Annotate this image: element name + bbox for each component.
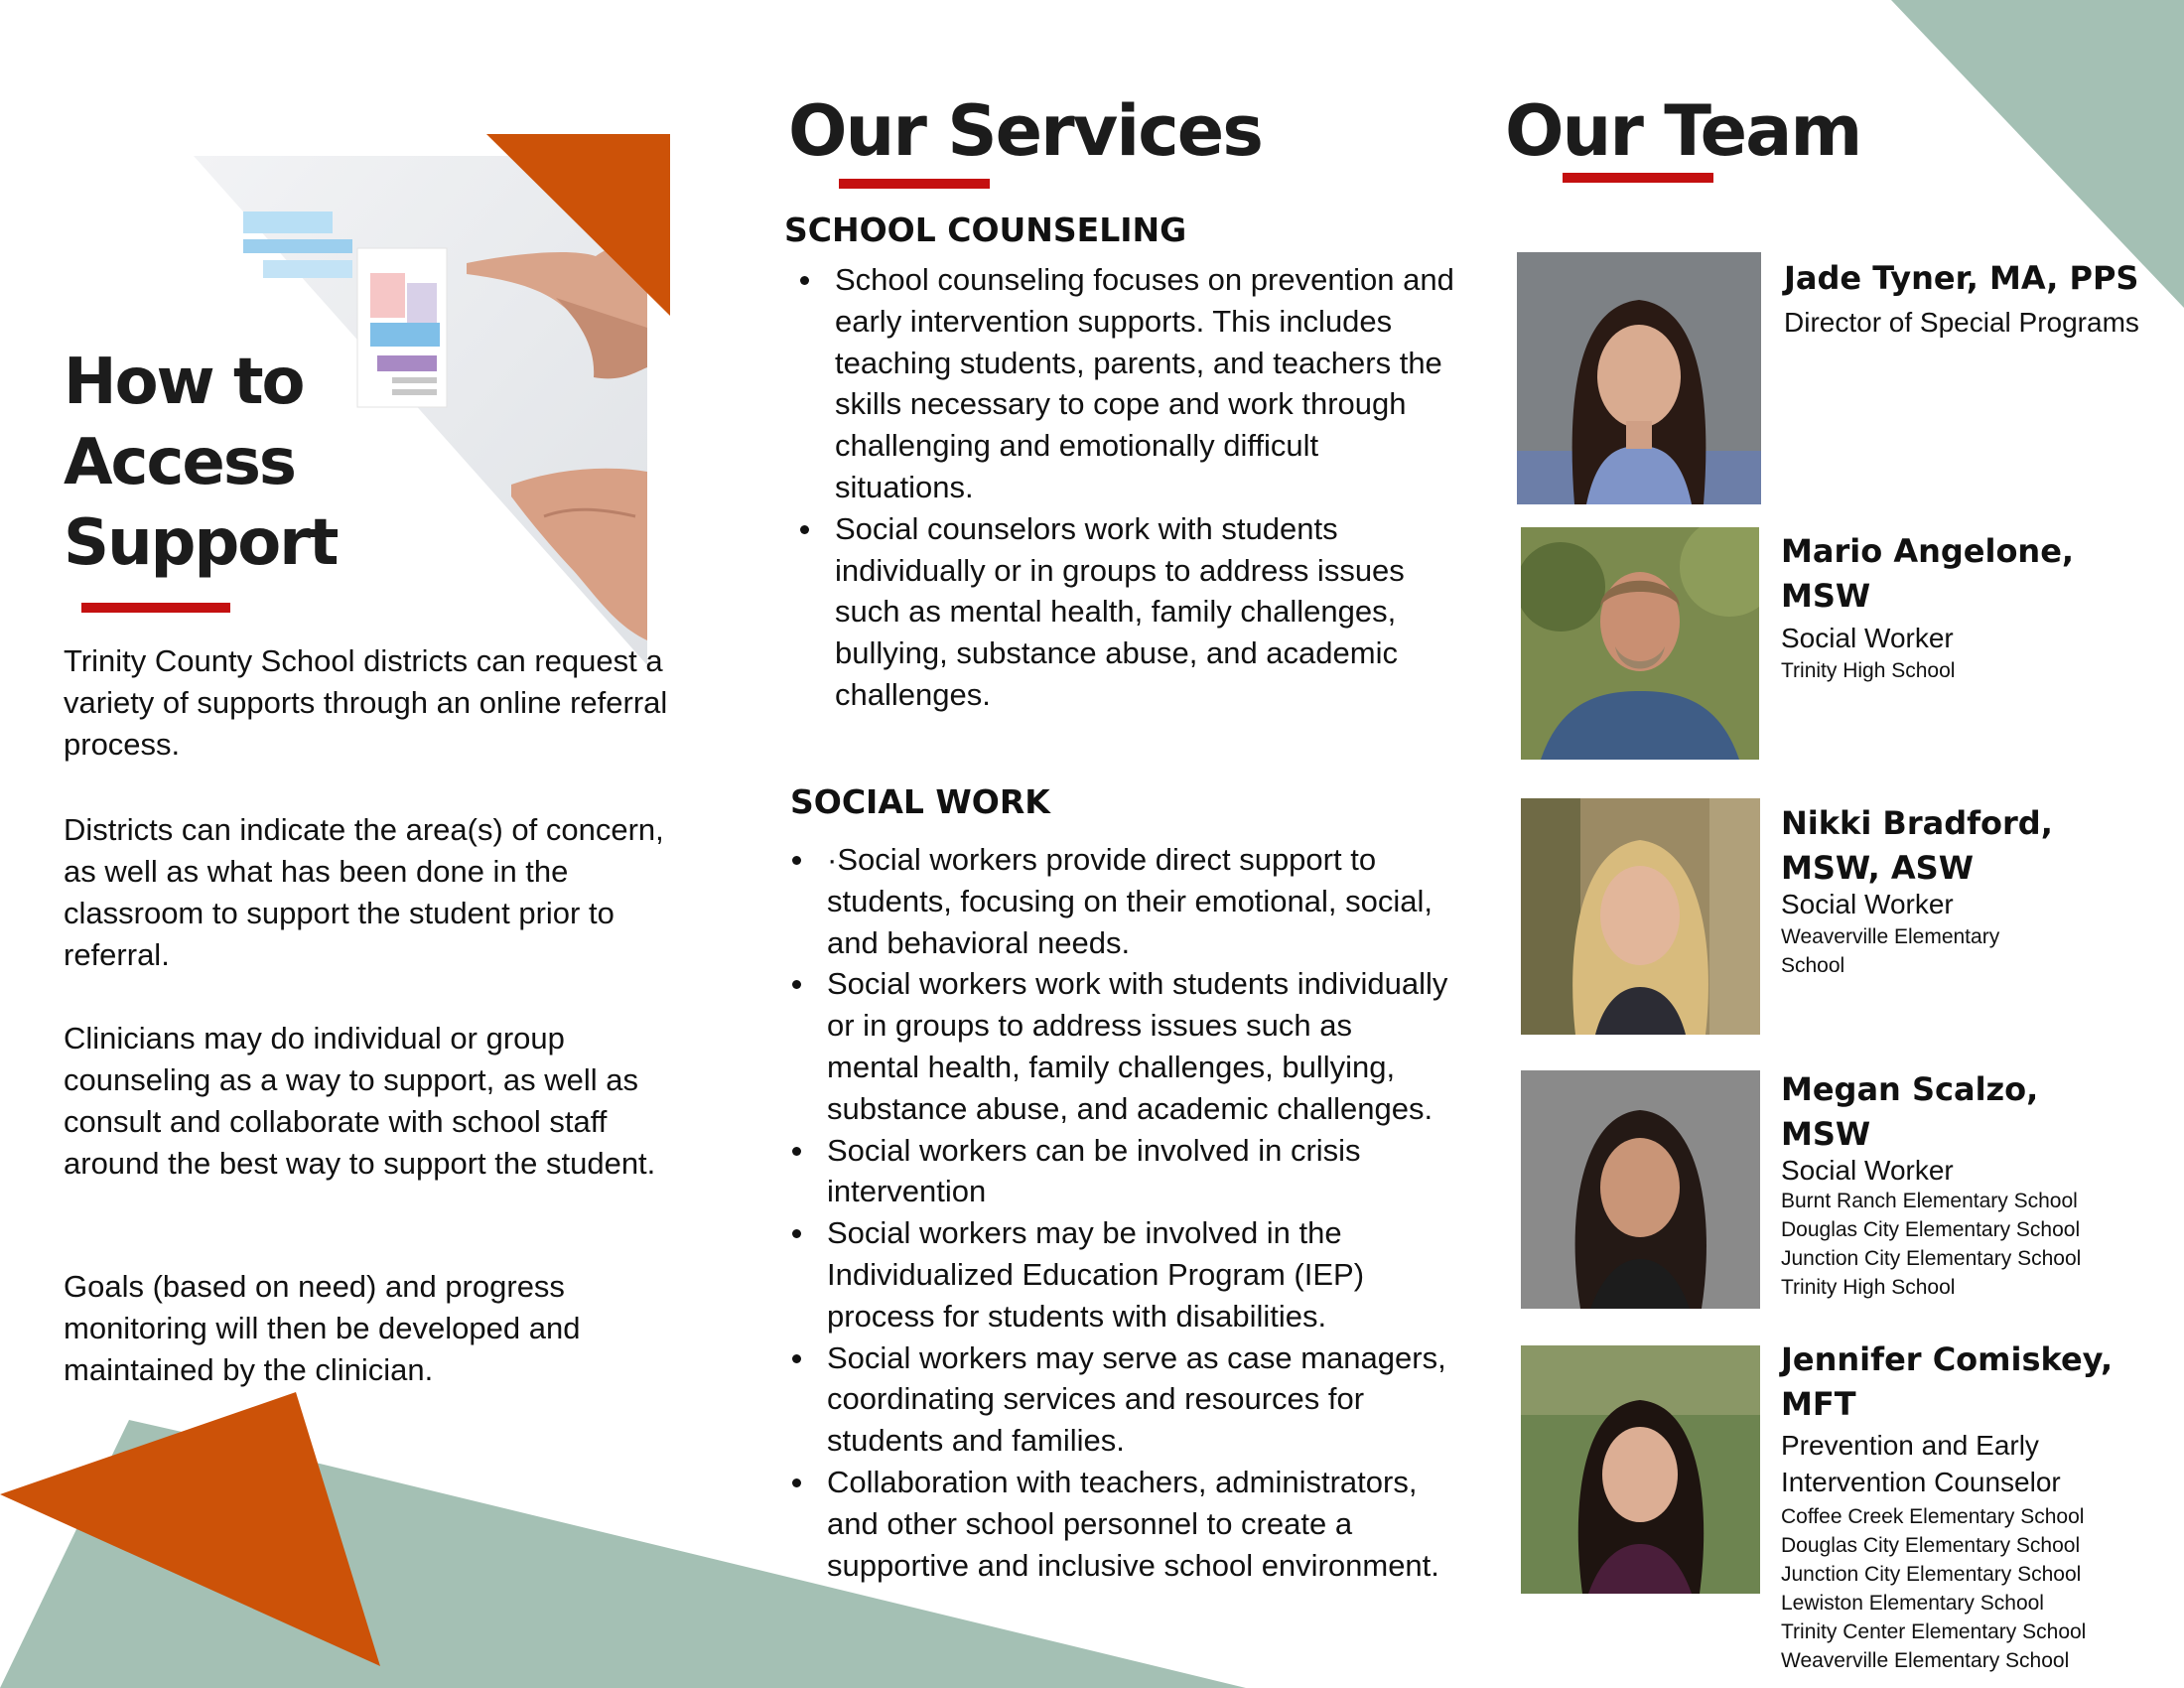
school-name: Douglas City Elementary School [1781, 1218, 2081, 1241]
services-title-underline [839, 179, 990, 189]
member-name: Jade Tyner, MA, PPS [1784, 259, 2139, 297]
team-member [1784, 256, 2141, 337]
school-counseling-list [835, 259, 1460, 716]
access-paragraph-text: Clinicians may do individual or group counseling as a way to support, as well as consult and collaborate with school staff around the best way to support the student. [64, 1021, 656, 1181]
team-member [1781, 1337, 2158, 1675]
access-paragraph-text: Districts can indicate the area(s) of concern, as well as what has been done in the classroom to support the student prior to referral. [64, 812, 664, 972]
list-item: School counseling focuses on prevention and early intervention supports. This includes teaching students, parents, and teachers the skills necessary to cope and work through challenging and emotionally difficult situations. [835, 259, 1460, 508]
team-member [1781, 801, 2158, 980]
portrait-image [1521, 1070, 1760, 1309]
team-title: Our Team [1505, 90, 1861, 172]
school-name: Lewiston Elementary School [1781, 1592, 2044, 1615]
portrait-image [1521, 1345, 1760, 1594]
team-member [1781, 529, 2158, 685]
team-title-underline [1563, 173, 1713, 183]
access-title-line: Support [64, 506, 338, 580]
member-role: Social Worker [1781, 889, 1954, 919]
member-name: Megan Scalzo, MSW [1781, 1070, 2039, 1153]
list-item: Social workers work with students individually or in groups to address issues such as mental health, family challenges, bullying, substance abuse, and academic challenges. [827, 963, 1452, 1129]
member-schools [1781, 1187, 2158, 1302]
member-photo [1521, 1070, 1760, 1309]
list-item: Collaboration with teachers, administrators, and other school personnel to create a supportive and inclusive school environment. [827, 1462, 1452, 1586]
team-member [1781, 1067, 2158, 1302]
access-paragraph-text: Trinity County School districts can request a variety of supports through an online referral process. [64, 643, 668, 762]
access-paragraph [64, 1266, 679, 1391]
school-name: Junction City Elementary School [1781, 1247, 2082, 1270]
school-counseling-heading: SCHOOL COUNSELING [784, 211, 1187, 249]
services-title: Our Services [788, 90, 1262, 172]
school-name: Weaverville Elementary School [1781, 925, 2000, 977]
member-role: Social Worker [1781, 1155, 1954, 1186]
social-work-list [827, 839, 1452, 1586]
member-role: Prevention and Early Intervention Counselor [1781, 1430, 2061, 1497]
member-role: Director of Special Programs [1784, 307, 2139, 338]
portrait-image [1521, 527, 1759, 760]
access-paragraph [64, 1018, 679, 1185]
school-name: Trinity Center Elementary School [1781, 1620, 2087, 1643]
member-name: Nikki Bradford, MSW, ASW [1781, 804, 2053, 887]
portrait-image [1521, 798, 1760, 1035]
access-paragraph [64, 640, 679, 766]
school-name: Burnt Ranch Elementary School [1781, 1190, 2078, 1212]
access-title-line: Access [64, 426, 295, 499]
member-schools [1781, 1502, 2158, 1675]
access-title [64, 343, 337, 584]
member-photo [1521, 1345, 1760, 1594]
member-schools [1781, 922, 2069, 980]
school-name: Trinity High School [1781, 659, 1956, 682]
list-item: Social workers can be involved in crisis intervention [827, 1130, 1452, 1213]
access-title-underline [81, 603, 230, 613]
school-name: Trinity High School [1781, 1276, 1956, 1299]
school-name: Douglas City Elementary School [1781, 1534, 2081, 1557]
list-item: Social workers may be involved in the Individualized Education Program (IEP) process for students with disabilities. [827, 1212, 1452, 1336]
member-photo [1517, 252, 1761, 504]
list-item: ·Social workers provide direct support to students, focusing on their emotional, social, and behavioral needs. [827, 839, 1452, 963]
school-name: Coffee Creek Elementary School [1781, 1505, 2085, 1528]
social-work-heading: SOCIAL WORK [790, 782, 1050, 821]
access-paragraph [64, 809, 679, 976]
portrait-image [1517, 252, 1761, 504]
access-paragraph-text: Goals (based on need) and progress monitoring will then be developed and maintained by the clinician. [64, 1269, 581, 1387]
member-name: Mario Angelone, MSW [1781, 532, 2075, 615]
list-item: Social counselors work with students individually or in groups to address issues such as mental health, family challenges, bullying, substance abuse, and academic challenges. [835, 508, 1460, 716]
member-photo [1521, 798, 1760, 1035]
school-name: Junction City Elementary School [1781, 1563, 2082, 1586]
list-item: Social workers may serve as case managers, coordinating services and resources for students and families. [827, 1337, 1452, 1462]
member-photo [1521, 527, 1759, 760]
school-name: Weaverville Elementary School [1781, 1649, 2070, 1672]
member-name: Jennifer Comiskey, MFT [1781, 1340, 2114, 1423]
access-title-line: How to [64, 346, 304, 419]
member-schools [1781, 656, 2158, 685]
member-role: Social Worker [1781, 623, 1954, 653]
